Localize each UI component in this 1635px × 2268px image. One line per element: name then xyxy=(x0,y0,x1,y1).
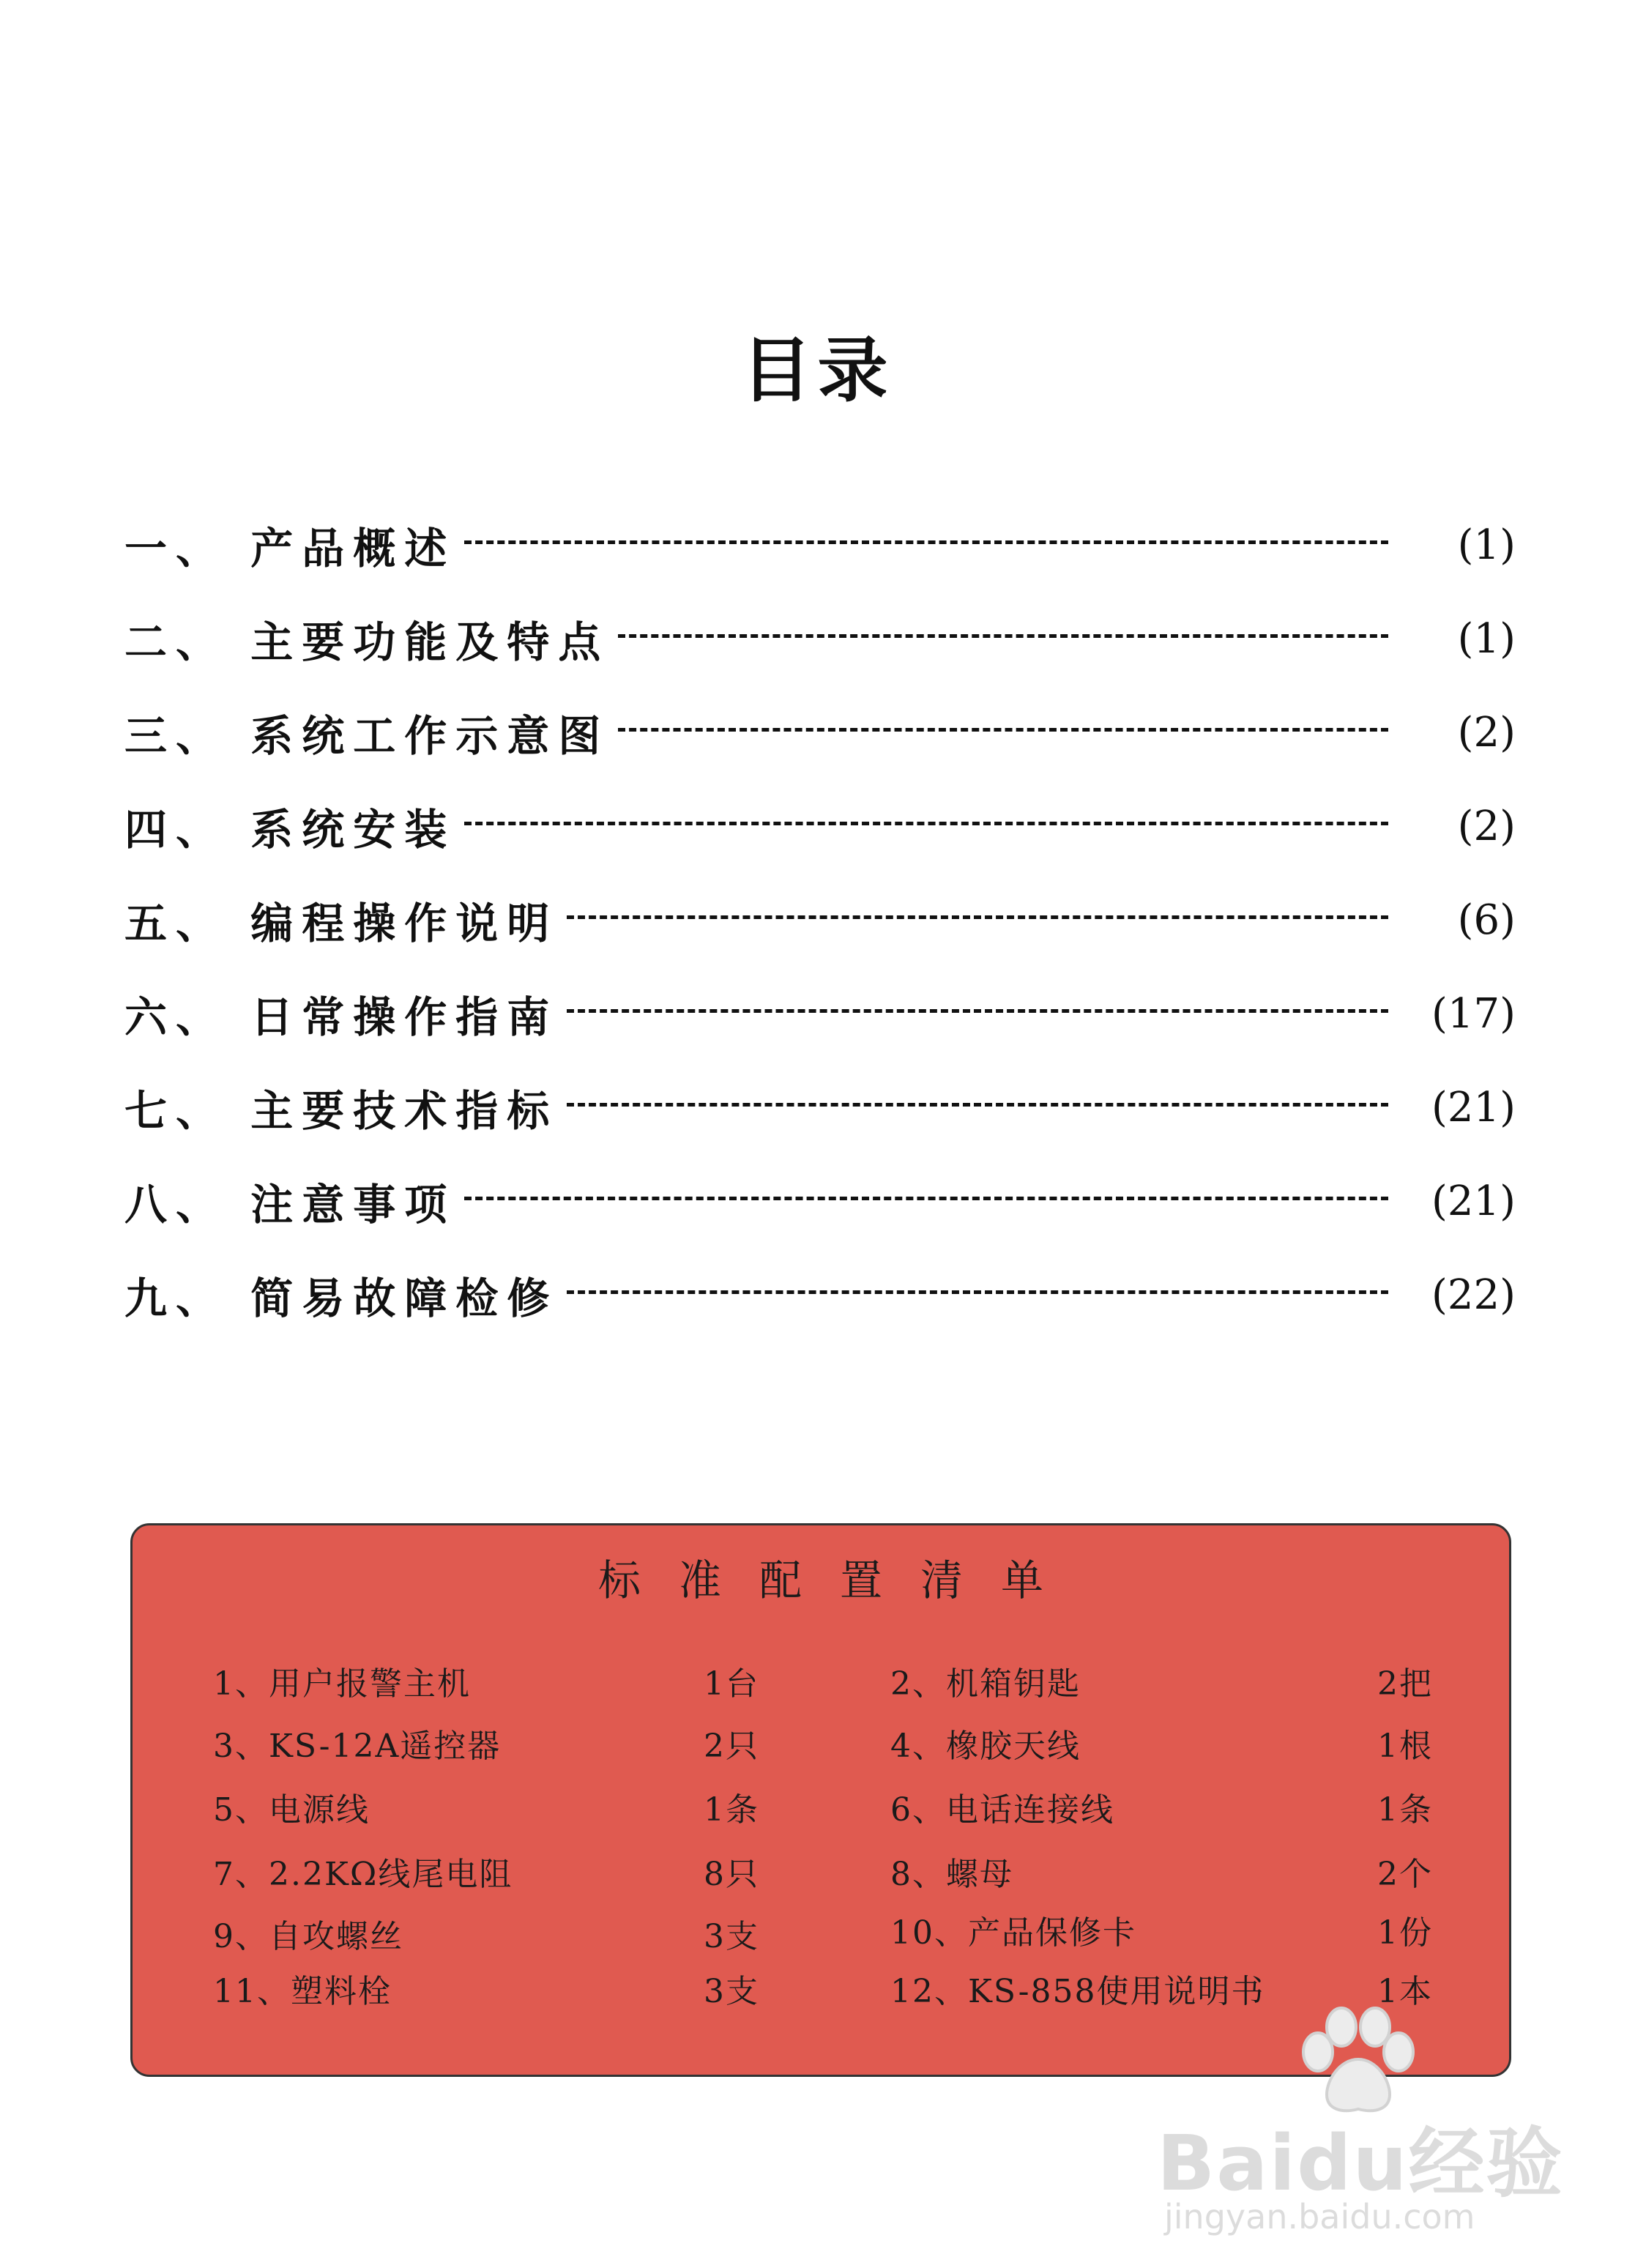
toc-entry-label: 一、 产品概述 xyxy=(124,524,456,573)
toc-entry-label: 八、 注意事项 xyxy=(124,1180,456,1230)
config-item-name: 10、产品保修卡 xyxy=(890,1914,1136,1952)
config-item-name: 11、塑料栓 xyxy=(213,1973,392,2010)
toc-entry-label: 四、 系统安装 xyxy=(124,805,456,855)
toc-entry-page: (6) xyxy=(1457,896,1516,944)
config-item-qty: 3支 xyxy=(704,1973,759,2010)
toc-entry-page: (2) xyxy=(1457,802,1516,850)
toc-leader xyxy=(567,915,1388,919)
config-item-name: 8、螺母 xyxy=(890,1856,1013,1893)
watermark-brand: Baidu经验 xyxy=(1157,2119,1564,2208)
config-item-qty: 1份 xyxy=(1377,1914,1433,1952)
toc-entry xyxy=(124,779,1516,873)
toc-entry-label: 二、 主要功能及特点 xyxy=(124,617,610,667)
table-of-contents xyxy=(124,498,1516,1342)
toc-entry xyxy=(124,685,1516,779)
config-item-name: 4、橡胶天线 xyxy=(890,1728,1081,1765)
toc-leader xyxy=(618,634,1388,638)
toc-entry-page: (1) xyxy=(1457,614,1516,663)
toc-leader xyxy=(567,1009,1388,1013)
config-item-qty: 2个 xyxy=(1377,1856,1433,1893)
toc-leader xyxy=(464,540,1388,544)
toc-entry xyxy=(124,967,1516,1060)
toc-entry-page: (1) xyxy=(1457,521,1516,569)
toc-leader xyxy=(567,1290,1388,1294)
toc-entry-label: 九、 简易故障检修 xyxy=(124,1274,559,1323)
toc-entry-label: 六、 日常操作指南 xyxy=(124,992,559,1042)
watermark-url: jingyan.baidu.com xyxy=(1164,2197,1475,2237)
config-item-qty: 2把 xyxy=(1377,1665,1433,1703)
config-item-name: 3、KS-12A遥控器 xyxy=(213,1728,502,1765)
config-item-qty: 1台 xyxy=(704,1665,759,1703)
config-item-name: 5、电源线 xyxy=(213,1791,370,1829)
toc-entry-page: (21) xyxy=(1431,1083,1516,1131)
config-item-name: 1、用户报警主机 xyxy=(213,1665,471,1703)
toc-entry xyxy=(124,1154,1516,1248)
toc-entry-label: 三、 系统工作示意图 xyxy=(124,711,610,761)
config-item-name: 7、2.2KΩ线尾电阻 xyxy=(213,1856,513,1893)
toc-entry-page: (17) xyxy=(1431,989,1516,1038)
toc-entry-page: (2) xyxy=(1457,708,1516,756)
config-title: 标准配置清单 xyxy=(597,1555,1081,1605)
toc-entry-label: 五、 编程操作说明 xyxy=(124,899,559,948)
toc-entry-page: (22) xyxy=(1431,1271,1516,1319)
config-item-name: 12、KS-858使用说明书 xyxy=(890,1973,1265,2010)
toc-entry-page: (21) xyxy=(1431,1177,1516,1225)
toc-entry xyxy=(124,1060,1516,1154)
config-item-name: 2、机箱钥匙 xyxy=(890,1665,1081,1703)
toc-leader xyxy=(567,1103,1388,1107)
toc-entry-label: 七、 主要技术指标 xyxy=(124,1086,559,1136)
config-item-name: 6、电话连接线 xyxy=(890,1791,1114,1829)
config-item-qty: 8只 xyxy=(704,1856,759,1893)
toc-leader xyxy=(464,1197,1388,1200)
toc-entry xyxy=(124,498,1516,592)
page-title: 目录 xyxy=(741,329,894,412)
config-item-name: 9、自攻螺丝 xyxy=(213,1918,403,1955)
toc-leader xyxy=(618,728,1388,732)
standard-config-box xyxy=(130,1523,1511,2077)
config-item-qty: 1根 xyxy=(1377,1728,1433,1765)
toc-entry xyxy=(124,1248,1516,1342)
toc-entry xyxy=(124,873,1516,967)
baidu-watermark xyxy=(1157,2007,1567,2248)
config-item-qty: 1条 xyxy=(704,1791,759,1829)
config-item-qty: 3支 xyxy=(704,1918,759,1955)
toc-leader xyxy=(464,822,1388,825)
paw-icon xyxy=(1296,2007,1420,2116)
config-item-qty: 2只 xyxy=(704,1728,759,1765)
config-item-qty: 1条 xyxy=(1377,1791,1433,1829)
config-item-qty: 1本 xyxy=(1377,1973,1433,2010)
toc-entry xyxy=(124,592,1516,685)
